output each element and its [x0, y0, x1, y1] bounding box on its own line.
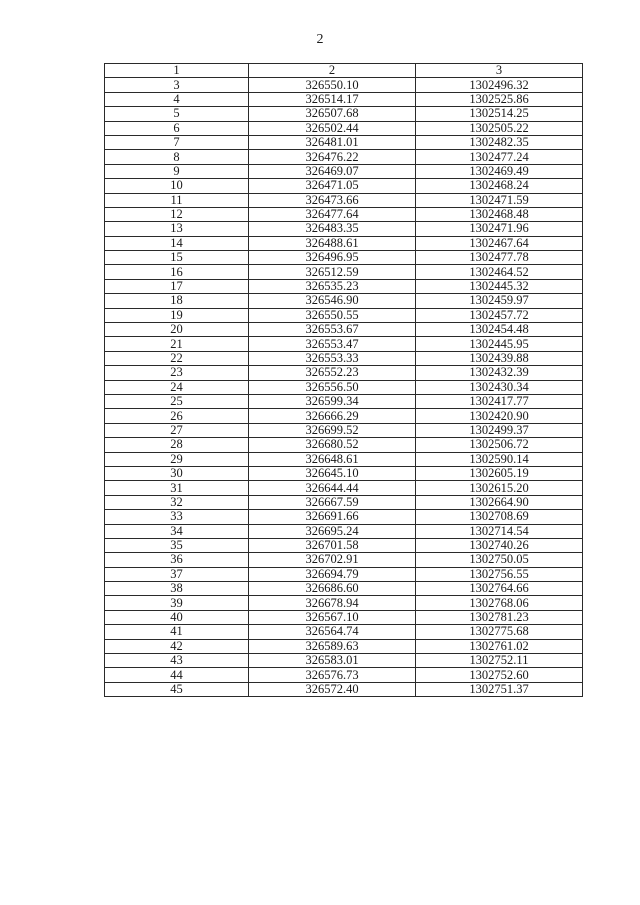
cell-y-coordinate: 1302477.78 — [416, 251, 583, 265]
cell-x-coordinate: 326648.61 — [249, 452, 416, 466]
cell-point-number: 12 — [105, 207, 249, 221]
cell-x-coordinate: 326488.61 — [249, 236, 416, 250]
cell-point-number: 33 — [105, 510, 249, 524]
table-row — [105, 495, 583, 509]
cell-x-coordinate: 326644.44 — [249, 481, 416, 495]
cell-y-coordinate: 1302471.96 — [416, 222, 583, 236]
cell-point-number: 28 — [105, 438, 249, 452]
cell-y-coordinate: 1302752.60 — [416, 668, 583, 682]
cell-point-number: 3 — [105, 78, 249, 92]
cell-y-coordinate: 1302420.90 — [416, 409, 583, 423]
table-row — [105, 308, 583, 322]
table-row — [105, 207, 583, 221]
cell-y-coordinate: 1302590.14 — [416, 452, 583, 466]
cell-y-coordinate: 1302459.97 — [416, 294, 583, 308]
cell-point-number: 10 — [105, 179, 249, 193]
cell-x-coordinate: 326496.95 — [249, 251, 416, 265]
cell-x-coordinate: 326589.63 — [249, 639, 416, 653]
cell-y-coordinate: 1302468.24 — [416, 179, 583, 193]
coordinates-table-body — [105, 64, 583, 697]
cell-point-number: 38 — [105, 582, 249, 596]
table-row — [105, 92, 583, 106]
table-header-row — [105, 64, 583, 78]
cell-y-coordinate: 1302471.59 — [416, 193, 583, 207]
cell-point-number: 29 — [105, 452, 249, 466]
cell-x-coordinate: 326483.35 — [249, 222, 416, 236]
cell-x-coordinate: 326564.74 — [249, 625, 416, 639]
table-row — [105, 337, 583, 351]
cell-x-coordinate: 326572.40 — [249, 682, 416, 696]
cell-x-coordinate: 326502.44 — [249, 121, 416, 135]
table-row — [105, 567, 583, 581]
cell-x-coordinate: 326471.05 — [249, 179, 416, 193]
cell-x-coordinate: 326680.52 — [249, 438, 416, 452]
cell-y-coordinate: 1302768.06 — [416, 596, 583, 610]
table-row — [105, 466, 583, 480]
table-row — [105, 510, 583, 524]
cell-y-coordinate: 1302761.02 — [416, 639, 583, 653]
table-row — [105, 279, 583, 293]
cell-x-coordinate: 326556.50 — [249, 380, 416, 394]
cell-x-coordinate: 326469.07 — [249, 164, 416, 178]
table-row — [105, 538, 583, 552]
table-row — [105, 222, 583, 236]
table-row — [105, 135, 583, 149]
table-row — [105, 668, 583, 682]
cell-point-number: 20 — [105, 323, 249, 337]
cell-x-coordinate: 326695.24 — [249, 524, 416, 538]
cell-y-coordinate: 1302454.48 — [416, 323, 583, 337]
table-row — [105, 121, 583, 135]
cell-point-number: 26 — [105, 409, 249, 423]
cell-point-number: 43 — [105, 654, 249, 668]
cell-x-coordinate: 326667.59 — [249, 495, 416, 509]
cell-y-coordinate: 1302708.69 — [416, 510, 583, 524]
cell-x-coordinate: 326553.67 — [249, 323, 416, 337]
cell-point-number: 11 — [105, 193, 249, 207]
cell-point-number: 25 — [105, 394, 249, 408]
cell-point-number: 31 — [105, 481, 249, 495]
cell-x-coordinate: 326702.91 — [249, 553, 416, 567]
cell-x-coordinate: 326550.55 — [249, 308, 416, 322]
cell-x-coordinate: 326507.68 — [249, 107, 416, 121]
cell-x-coordinate: 326701.58 — [249, 538, 416, 552]
cell-x-coordinate: 326699.52 — [249, 423, 416, 437]
cell-x-coordinate: 326512.59 — [249, 265, 416, 279]
table-row — [105, 596, 583, 610]
cell-point-number: 6 — [105, 121, 249, 135]
cell-point-number: 32 — [105, 495, 249, 509]
cell-point-number: 36 — [105, 553, 249, 567]
cell-y-coordinate: 1302756.55 — [416, 567, 583, 581]
cell-x-coordinate: 326481.01 — [249, 135, 416, 149]
cell-y-coordinate: 1302615.20 — [416, 481, 583, 495]
coordinates-table — [104, 63, 583, 697]
cell-point-number: 17 — [105, 279, 249, 293]
cell-y-coordinate: 1302514.25 — [416, 107, 583, 121]
cell-y-coordinate: 1302432.39 — [416, 366, 583, 380]
cell-y-coordinate: 1302464.52 — [416, 265, 583, 279]
table-row — [105, 582, 583, 596]
table-row — [105, 251, 583, 265]
cell-x-coordinate: 326473.66 — [249, 193, 416, 207]
cell-point-number: 9 — [105, 164, 249, 178]
cell-y-coordinate: 1302482.35 — [416, 135, 583, 149]
cell-x-coordinate: 326553.47 — [249, 337, 416, 351]
table-row — [105, 193, 583, 207]
table-row — [105, 625, 583, 639]
table-row — [105, 553, 583, 567]
table-row — [105, 452, 583, 466]
cell-y-coordinate: 1302752.11 — [416, 654, 583, 668]
cell-y-coordinate: 1302525.86 — [416, 92, 583, 106]
cell-x-coordinate: 326678.94 — [249, 596, 416, 610]
cell-y-coordinate: 1302740.26 — [416, 538, 583, 552]
cell-point-number: 13 — [105, 222, 249, 236]
cell-y-coordinate: 1302477.24 — [416, 150, 583, 164]
cell-point-number: 21 — [105, 337, 249, 351]
cell-y-coordinate: 1302505.22 — [416, 121, 583, 135]
cell-x-coordinate: 326514.17 — [249, 92, 416, 106]
cell-x-coordinate: 326686.60 — [249, 582, 416, 596]
cell-y-coordinate: 1302469.49 — [416, 164, 583, 178]
cell-point-number: 39 — [105, 596, 249, 610]
cell-point-number: 15 — [105, 251, 249, 265]
table-row — [105, 394, 583, 408]
cell-point-number: 34 — [105, 524, 249, 538]
column-header-point: 1 — [105, 64, 249, 78]
cell-x-coordinate: 326476.22 — [249, 150, 416, 164]
cell-y-coordinate: 1302775.68 — [416, 625, 583, 639]
cell-point-number: 4 — [105, 92, 249, 106]
cell-x-coordinate: 326553.33 — [249, 351, 416, 365]
table-row — [105, 610, 583, 624]
cell-y-coordinate: 1302468.48 — [416, 207, 583, 221]
table-row — [105, 524, 583, 538]
cell-point-number: 27 — [105, 423, 249, 437]
table-row — [105, 351, 583, 365]
cell-x-coordinate: 326546.90 — [249, 294, 416, 308]
cell-point-number: 18 — [105, 294, 249, 308]
cell-y-coordinate: 1302445.95 — [416, 337, 583, 351]
table-row — [105, 179, 583, 193]
table-row — [105, 164, 583, 178]
cell-y-coordinate: 1302781.23 — [416, 610, 583, 624]
cell-point-number: 42 — [105, 639, 249, 653]
table-row — [105, 423, 583, 437]
table-row — [105, 682, 583, 696]
cell-y-coordinate: 1302714.54 — [416, 524, 583, 538]
cell-x-coordinate: 326691.66 — [249, 510, 416, 524]
cell-y-coordinate: 1302664.90 — [416, 495, 583, 509]
cell-point-number: 14 — [105, 236, 249, 250]
cell-y-coordinate: 1302751.37 — [416, 682, 583, 696]
cell-point-number: 40 — [105, 610, 249, 624]
cell-point-number: 7 — [105, 135, 249, 149]
cell-y-coordinate: 1302496.32 — [416, 78, 583, 92]
cell-point-number: 5 — [105, 107, 249, 121]
cell-y-coordinate: 1302605.19 — [416, 466, 583, 480]
cell-point-number: 19 — [105, 308, 249, 322]
cell-x-coordinate: 326694.79 — [249, 567, 416, 581]
cell-x-coordinate: 326576.73 — [249, 668, 416, 682]
cell-y-coordinate: 1302506.72 — [416, 438, 583, 452]
table-row — [105, 639, 583, 653]
cell-x-coordinate: 326477.64 — [249, 207, 416, 221]
table-row — [105, 107, 583, 121]
cell-x-coordinate: 326535.23 — [249, 279, 416, 293]
column-header-y: 3 — [416, 64, 583, 78]
table-row — [105, 409, 583, 423]
table-row — [105, 438, 583, 452]
cell-y-coordinate: 1302764.66 — [416, 582, 583, 596]
cell-point-number: 16 — [105, 265, 249, 279]
cell-point-number: 45 — [105, 682, 249, 696]
cell-x-coordinate: 326552.23 — [249, 366, 416, 380]
cell-point-number: 22 — [105, 351, 249, 365]
cell-point-number: 8 — [105, 150, 249, 164]
cell-point-number: 30 — [105, 466, 249, 480]
page-number: 2 — [316, 32, 324, 47]
cell-y-coordinate: 1302445.32 — [416, 279, 583, 293]
table-row — [105, 294, 583, 308]
table-row — [105, 323, 583, 337]
cell-y-coordinate: 1302499.37 — [416, 423, 583, 437]
table-row — [105, 265, 583, 279]
cell-point-number: 35 — [105, 538, 249, 552]
table-row — [105, 78, 583, 92]
table-row — [105, 236, 583, 250]
cell-point-number: 24 — [105, 380, 249, 394]
cell-y-coordinate: 1302467.64 — [416, 236, 583, 250]
cell-x-coordinate: 326645.10 — [249, 466, 416, 480]
cell-y-coordinate: 1302457.72 — [416, 308, 583, 322]
cell-point-number: 37 — [105, 567, 249, 581]
cell-y-coordinate: 1302430.34 — [416, 380, 583, 394]
cell-point-number: 41 — [105, 625, 249, 639]
cell-x-coordinate: 326666.29 — [249, 409, 416, 423]
cell-y-coordinate: 1302439.88 — [416, 351, 583, 365]
cell-x-coordinate: 326583.01 — [249, 654, 416, 668]
table-row — [105, 654, 583, 668]
cell-x-coordinate: 326567.10 — [249, 610, 416, 624]
table-row — [105, 366, 583, 380]
table-row — [105, 380, 583, 394]
table-row — [105, 481, 583, 495]
table-row — [105, 150, 583, 164]
cell-y-coordinate: 1302417.77 — [416, 394, 583, 408]
cell-x-coordinate: 326599.34 — [249, 394, 416, 408]
cell-x-coordinate: 326550.10 — [249, 78, 416, 92]
column-header-x: 2 — [249, 64, 416, 78]
cell-point-number: 44 — [105, 668, 249, 682]
cell-point-number: 23 — [105, 366, 249, 380]
cell-y-coordinate: 1302750.05 — [416, 553, 583, 567]
